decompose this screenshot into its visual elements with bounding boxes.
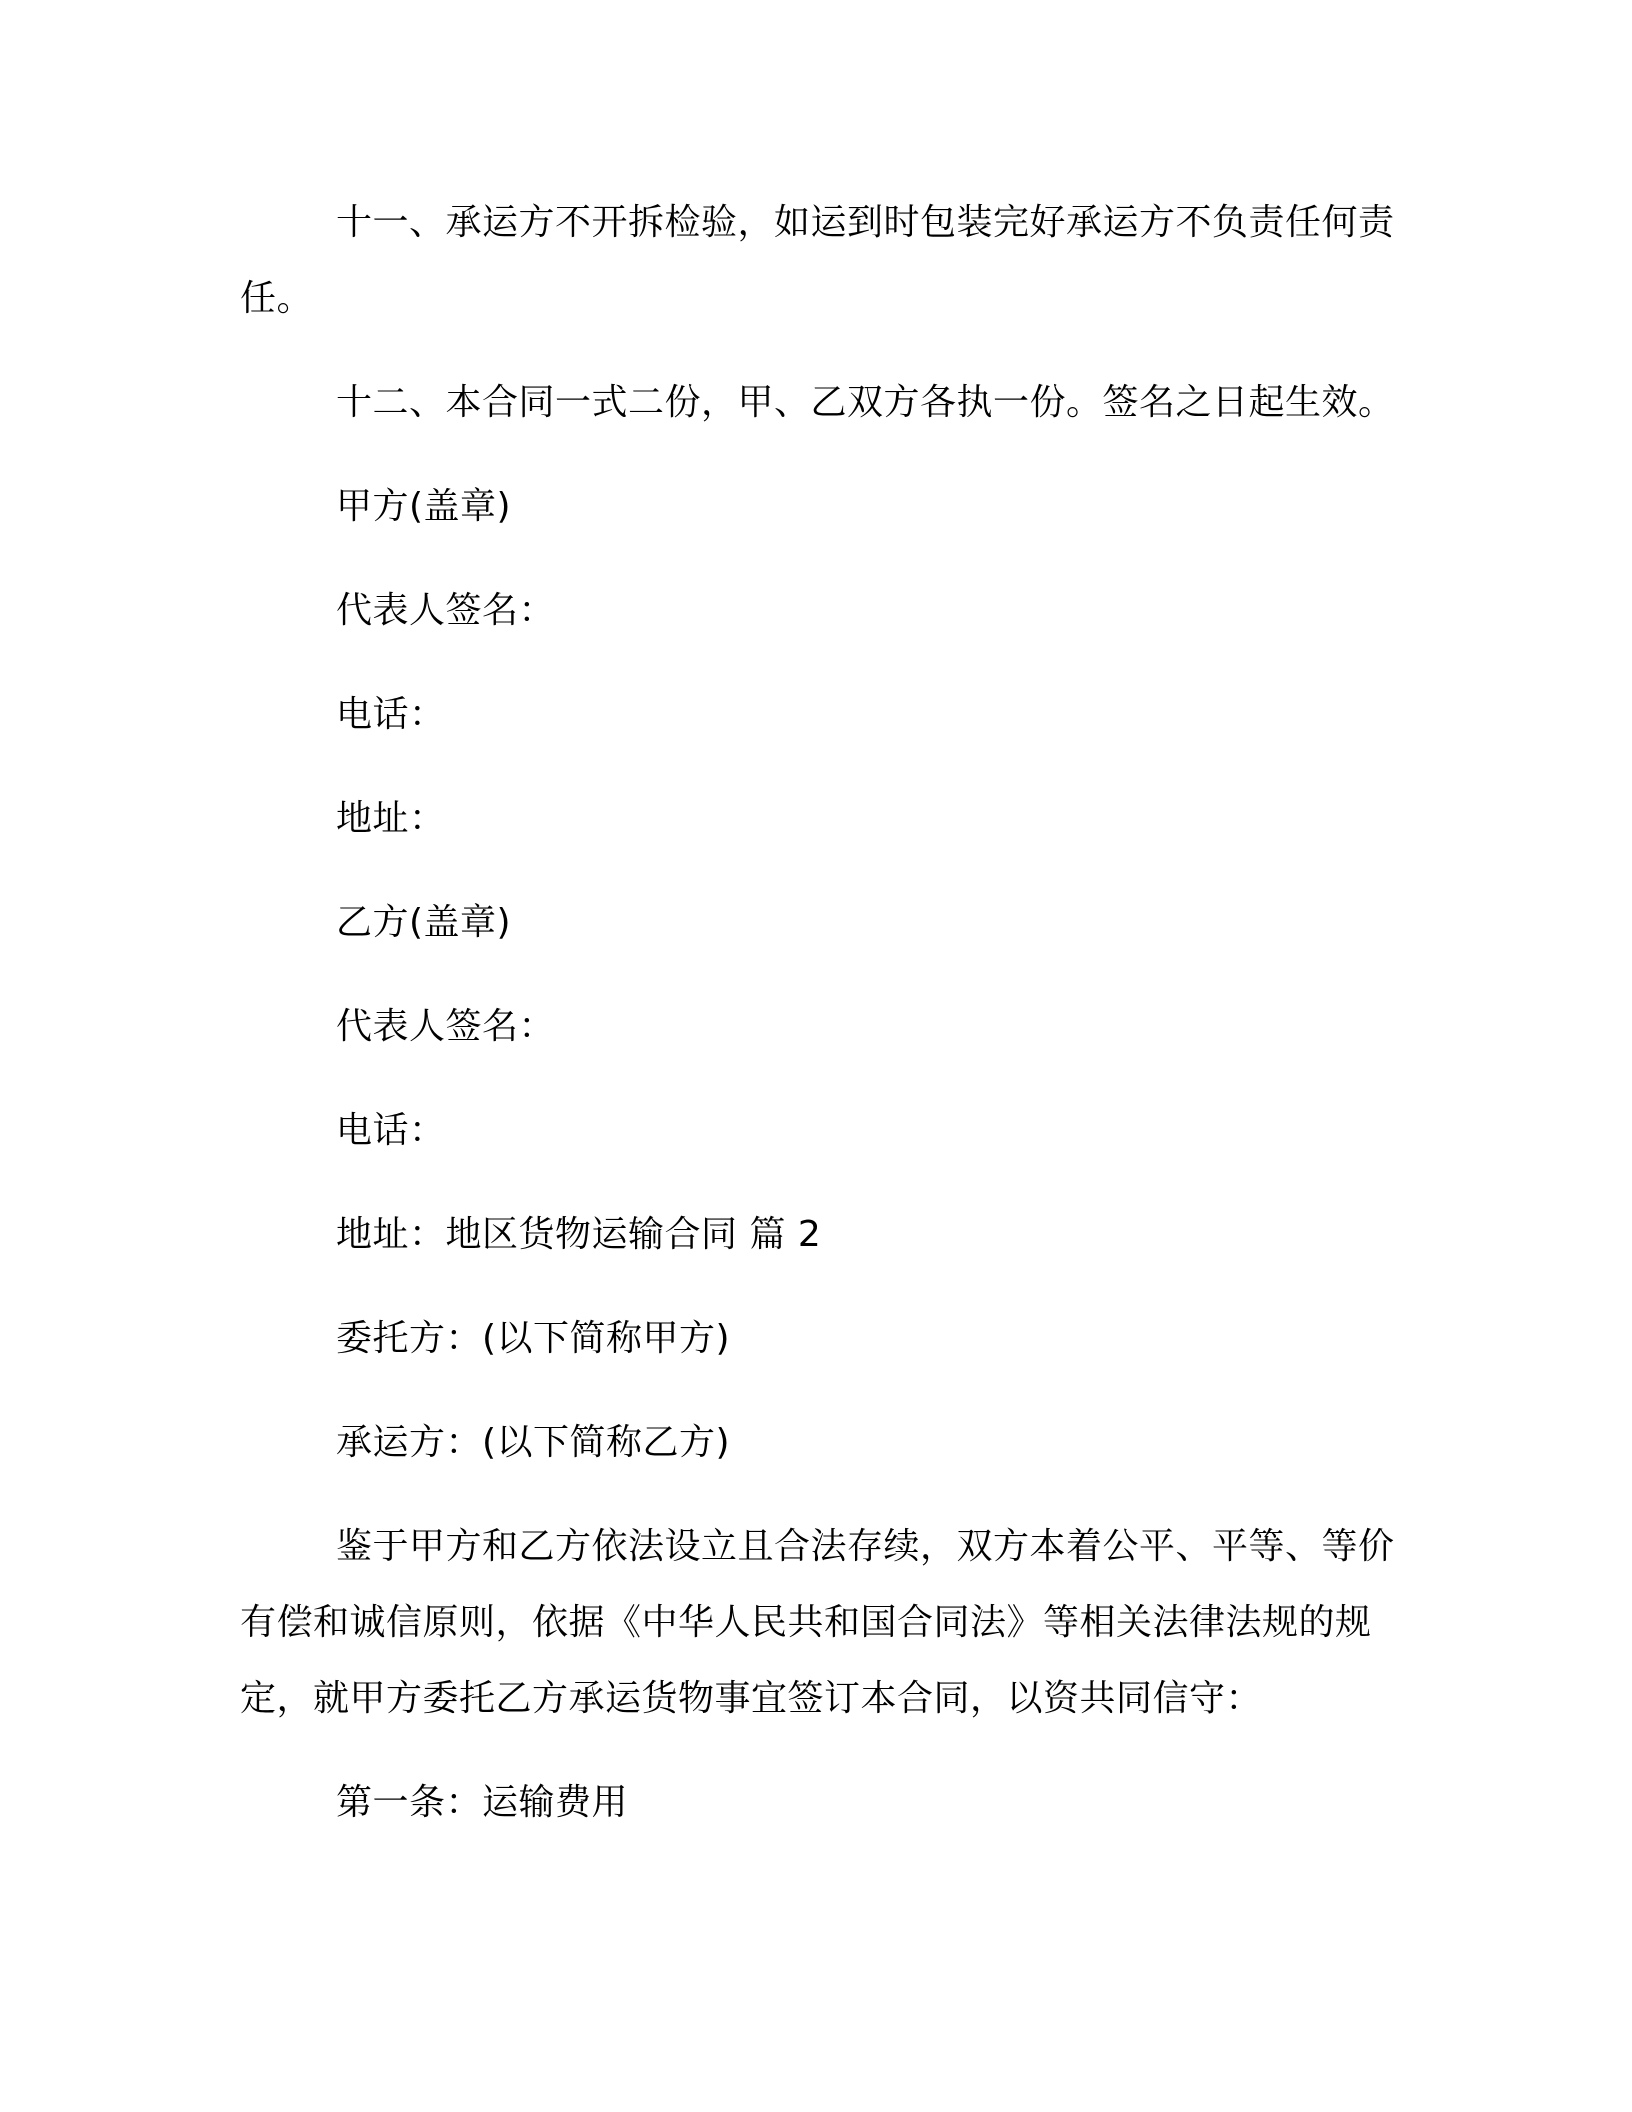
carrier-line: 承运方：(以下简称乙方) xyxy=(336,1422,731,1463)
article-one-heading: 第一条：运输费用 xyxy=(336,1782,629,1823)
party-b-phone: 电话： xyxy=(336,1110,446,1151)
party-b-address-and-section-title: 地址：地区货物运输合同 篇 2 xyxy=(336,1214,822,1255)
party-a-seal: 甲方(盖章) xyxy=(336,486,512,527)
party-a-signature: 代表人签名： xyxy=(336,590,556,631)
consignor-line: 委托方：(以下简称甲方) xyxy=(336,1318,731,1359)
clause-twelve: 十二、本合同一式二份，甲、乙双方各执一份。签名之日起生效。 xyxy=(336,382,1395,423)
document-page xyxy=(240,185,1400,1869)
preamble-paragraph: 鉴于甲方和乙方依法设立且合法存续，双方本着公平、平等、等价有偿和诚信原则，依据《中华人民共和国合同法》等相关法律法规的规定，就甲方委托乙方承运货物事宜签订本合同，以资共同信守： xyxy=(240,1526,1395,1719)
party-a-phone: 电话： xyxy=(336,694,446,735)
clause-eleven: 十一、承运方不开拆检验，如运到时包装完好承运方不负责任何责任。 xyxy=(240,202,1395,319)
party-b-seal: 乙方(盖章) xyxy=(336,902,512,943)
party-a-address: 地址： xyxy=(336,798,446,839)
party-b-signature: 代表人签名： xyxy=(336,1006,556,1047)
